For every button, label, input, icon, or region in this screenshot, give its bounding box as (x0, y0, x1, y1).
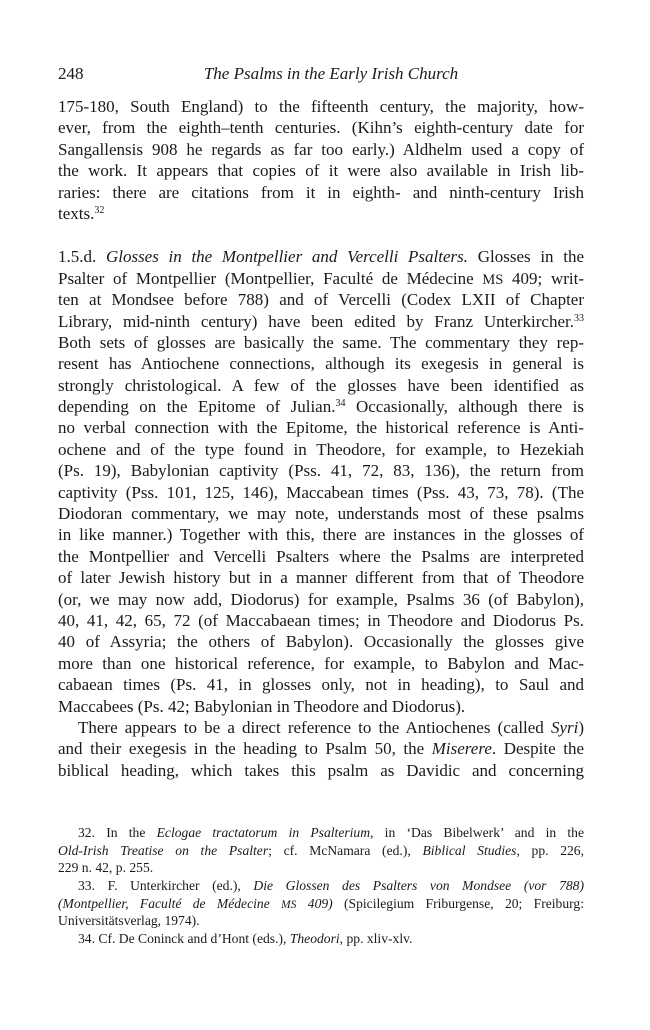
italic-title: 409) (296, 895, 333, 911)
text-line: resent has Antiochene connections, although its exegesis in general is (58, 354, 584, 374)
footnote-33-cont: Universitätsverlag, 1974). (58, 913, 200, 929)
text-line: in like manner.) Together with this, there are instances in the glosses of (58, 525, 584, 545)
text-line: the work. It appears that copies of it were also available in Irish lib- (58, 161, 584, 181)
text-fragment: , pp. 226, (516, 842, 584, 858)
footnote-32-cont (58, 842, 584, 860)
body-text (58, 96, 584, 781)
text-line: biblical heading, which takes this psalm as Davidic and concerning (58, 760, 584, 780)
text-line (58, 717, 584, 738)
text-line (58, 738, 584, 759)
text-line: strongly christological. A few of the glosses have been identified as (58, 375, 584, 395)
text-line: of later Jewish history but in a manner different from that of Theodore (58, 568, 584, 588)
italic-title: (Montpellier, Faculté de Médecine (58, 895, 282, 911)
manuscript-abbrev: MS (281, 897, 297, 911)
text-line: (Ps. 19), Babylonian captivity (Pss. 41, 72, 83, 136), the return from (58, 461, 584, 481)
italic-title: Old-Irish Treatise on the Psalter (58, 842, 269, 858)
manuscript-abbrev: MS (482, 271, 504, 288)
text-fragment: 409; writ- (503, 268, 584, 288)
text-fragment: ; cf. McNamara (ed.), (268, 842, 423, 858)
text-line: ochene and of the type found in Theodore, for example, to Hezekiah (58, 439, 584, 459)
text-line: Diodoran commentary, we may note, understands most of these psalms (58, 504, 584, 524)
text-fragment: There appears to be a direct reference to the Antiochenes (called (78, 717, 551, 737)
text-line: Sangallensis 908 he regards as far too early.) Aldhelm used a copy of (58, 139, 584, 159)
text-line (58, 396, 584, 417)
text-fragment: , in ‘Das Bibelwerk’ and in the (370, 825, 585, 840)
text-fragment: . Despite the (491, 739, 584, 759)
footnote-32 (58, 824, 584, 842)
text-fragment: and their exegesis in the heading to Psalm 50, the (58, 739, 432, 759)
italic-term: Miserere (431, 739, 492, 759)
footnote-32-cont: 229 n. 42, p. 255. (58, 860, 154, 876)
text-fragment: 33. F. Unterkircher (ed.), (78, 878, 254, 894)
text-line: (or, we may now add, Diodorus) for example, Psalms 36 (of Babylon), (58, 589, 584, 609)
text-line: 175-180, South England) to the fifteenth century, the majority, how- (58, 97, 584, 116)
text-line (58, 203, 584, 224)
text-line: 40, 41, 42, 65, 72 (of Maccabaean times; in Theodore and Diodorus Ps. (58, 610, 584, 630)
italic-title: Theodori (289, 931, 340, 947)
italic-title: Eclogae tractatorum in Psalterium (156, 825, 371, 840)
text-line: Maccabees (Ps. 42; Babylonian in Theodore and Diodorus). (58, 696, 466, 716)
text-fragment: ) (578, 717, 584, 737)
text-line: ever, from the eighth–tenth centuries. (Kihn’s eighth-century date for (58, 118, 584, 138)
page-header (58, 63, 584, 85)
text-line: Both sets of glosses are basically the same. The commentary they rep- (58, 332, 584, 352)
text-line (58, 268, 584, 289)
text-fragment: texts. (58, 203, 95, 223)
text-fragment: depending on the Epitome of Julian. (58, 397, 336, 417)
page-number: 248 (58, 64, 84, 83)
text-line: ten at Mondsee before 788) and of Vercelli (Codex LXII of Chapter (58, 290, 584, 310)
footnotes (58, 824, 584, 948)
text-fragment: Psalter of Montpellier (Montpellier, Faculté de Médecine (58, 268, 483, 288)
text-line: no verbal connection with the Epitome, the historical reference is Anti- (58, 418, 584, 438)
footnote-34 (58, 930, 584, 948)
italic-title: Die Glossen des Psalters von Mondsee (vor 788) (253, 878, 584, 894)
footnote-ref-33[interactable]: 33 (574, 312, 584, 324)
footnote-ref-34[interactable]: 34 (335, 398, 346, 410)
section-number: 1.5.d. (58, 247, 97, 267)
text-line (58, 311, 584, 332)
text-line: 40 of Assyria; the others of Babylon). Occasionally the glosses give (58, 632, 584, 652)
italic-title: Biblical Studies (422, 842, 517, 858)
text-line: cabaean times (Ps. 41, in glosses only, not in heading), to Saul and (58, 675, 584, 695)
text-fragment: 32. In the (78, 825, 157, 840)
text-fragment: (Spicilegium Friburgense, 20; Freiburg: (332, 895, 584, 911)
footnote-33-cont (58, 895, 584, 913)
text-line: the Montpellier and Vercelli Psalters where the Psalms are interpreted (58, 546, 584, 566)
running-title: The Psalms in the Early Irish Church (203, 64, 459, 83)
text-fragment: , pp. xliv-xlv. (339, 931, 413, 947)
text-line: captivity (Pss. 101, 125, 146), Maccabean times (Pss. 43, 73, 78). (The (58, 482, 584, 502)
text-line: raries: there are citations from it in eighth- and ninth-century Irish (58, 182, 584, 202)
text-fragment: Glosses in the (477, 247, 585, 267)
paragraph-gap (58, 224, 584, 246)
footnote-33 (58, 877, 584, 895)
text-fragment: 34. Cf. De Coninck and d’Hont (eds.), (78, 931, 290, 947)
text-line: more than one historical reference, for example, to Babylon and Mac- (58, 653, 584, 673)
section-heading-line (58, 246, 584, 267)
footnote-ref-32[interactable]: 32 (94, 204, 105, 216)
text-fragment: Library, mid-ninth century) have been edited by Franz Unterkircher. (58, 311, 574, 331)
italic-term: Syri (550, 717, 579, 737)
section-title: Glosses in the Montpellier and Vercelli Psalters. (105, 247, 469, 267)
text-fragment: Occasionally, although there is (345, 397, 584, 417)
